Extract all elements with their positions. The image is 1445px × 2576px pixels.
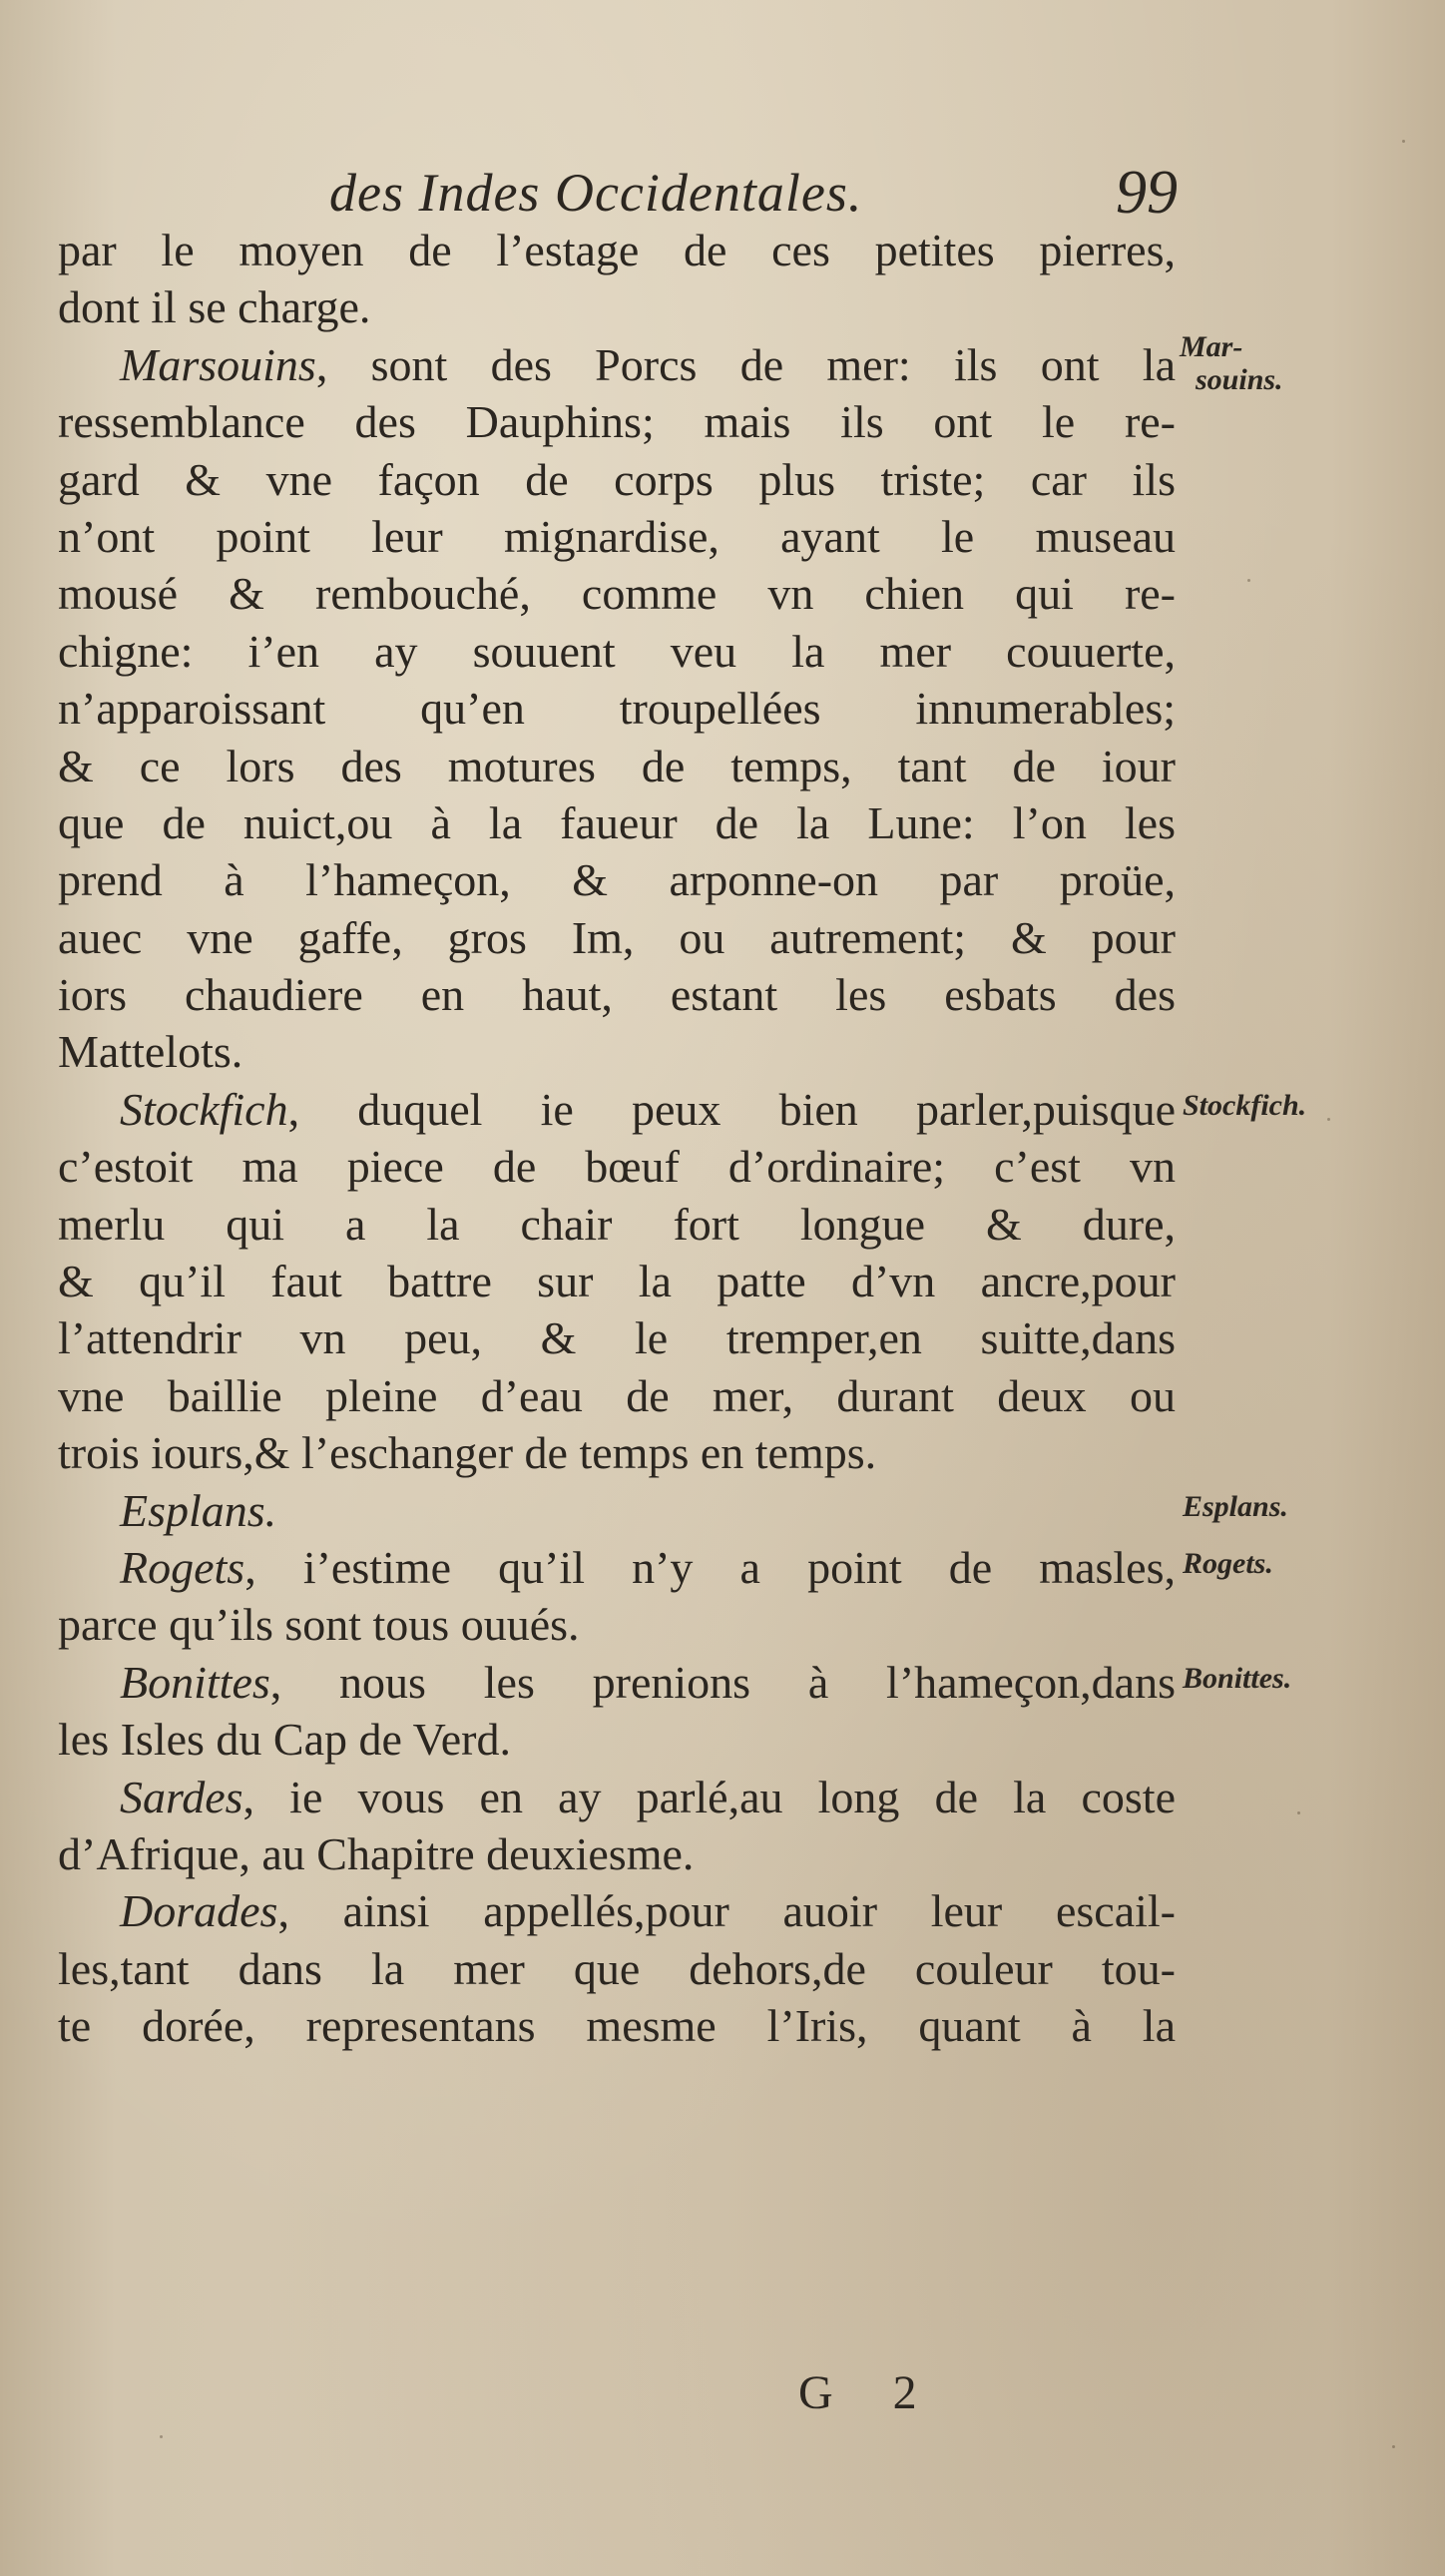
paper-speck [1402, 140, 1405, 143]
text-line: mousé & rembouché, comme vn chien qui re- [58, 568, 1176, 620]
text-line: trois iours,& l’eschanger de temps en temps. [58, 1427, 877, 1479]
italic-term: Bonittes [120, 1656, 270, 1708]
text-line: merlu qui a la chair fort longue & dure, [58, 1198, 1176, 1250]
italic-term: Stockfich [120, 1083, 288, 1135]
text-line: Dorades, ainsi appellés,pour auoir leur escail- [120, 1885, 1176, 1937]
running-title: des Indes Occidentales. [329, 163, 863, 223]
paper-speck [1247, 579, 1250, 582]
text-line: vne baillie pleine d’eau de mer, durant deux ou [58, 1369, 1176, 1421]
text-line: ressemblance des Dauphins; mais ils ont le re- [58, 396, 1176, 448]
text-line [58, 1482, 1176, 1539]
italic-term: Dorades [120, 1885, 278, 1937]
text-line: & qu’il faut battre sur la patte d’vn ancre,pour [58, 1256, 1176, 1307]
paper-speck [1327, 1118, 1330, 1121]
italic-term: Esplans. [120, 1484, 277, 1536]
text-line: auec vne gaffe, gros Im, ou autrement; & pour [58, 911, 1176, 963]
text-line: Bonittes, nous les prenions à l’hameçon,dans [120, 1656, 1176, 1708]
text-line: d’Afrique, au Chapitre deuxiesme. [58, 1827, 695, 1879]
text-line: dont il se charge. [58, 281, 371, 333]
page-number: 99 [1116, 159, 1178, 227]
italic-term: Rogets [120, 1541, 245, 1593]
text-line: par le moyen de l’estage de ces petites pierres, [58, 225, 1176, 275]
text-line: parce qu’ils sont tous ouués. [58, 1599, 580, 1651]
text-line: prend à l’hameçon, & arponne-on par proüe, [58, 854, 1176, 906]
text-line: l’attendrir vn peu, & le tremper,en suitte,dans [58, 1312, 1176, 1364]
italic-term: Sardes [120, 1771, 243, 1822]
text-line: les,tant dans la mer que dehors,de couleur tou- [58, 1942, 1176, 1994]
text-line: chigne: i’en ay souuent veu la mer couuerte, [58, 625, 1176, 677]
text-line: Mattelots. [58, 1026, 243, 1078]
margin-note: souins. [1196, 363, 1283, 397]
text-line: iors chaudiere en haut, estant les esbats des [58, 969, 1176, 1021]
signature-mark: G 2 [798, 2366, 941, 2419]
margin-note: Stockfich. [1183, 1089, 1307, 1122]
margin-note: Esplans. [1183, 1489, 1288, 1523]
text-line: Rogets, i’estime qu’il n’y a point de masles, [120, 1541, 1176, 1593]
paper-speck [1392, 2445, 1395, 2448]
margin-note: Rogets. [1183, 1547, 1273, 1581]
text-line: les Isles du Cap de Verd. [58, 1714, 511, 1766]
text-line: & ce lors des motures de temps, tant de iour [58, 740, 1176, 791]
text-line: n’ont point leur mignardise, ayant le museau [58, 510, 1176, 562]
text-line: Sardes, ie vous en ay parlé,au long de la coste [120, 1771, 1176, 1822]
text-line: que de nuict,ou à la faueur de la Lune: l’on les [58, 796, 1176, 848]
margin-note: Mar- [1180, 329, 1243, 363]
paper-speck [160, 2435, 163, 2438]
text-line: c’estoit ma piece de bœuf d’ordinaire; c’est vn [58, 1141, 1176, 1193]
text-line: Stockfich, duquel ie peux bien parler,puisque [120, 1083, 1176, 1135]
margin-note: Bonittes. [1183, 1662, 1292, 1695]
text-line: te dorée, representans mesme l’Iris, quant à la [58, 2000, 1176, 2052]
italic-term: Marsouins [120, 338, 316, 390]
body-text [58, 222, 1176, 2055]
text-line: n’apparoissant qu’en troupellées innumerables; [58, 683, 1176, 735]
paper-speck [1297, 1811, 1300, 1814]
text-line: Marsouins, sont des Porcs de mer: ils ont la [120, 338, 1176, 390]
text-line: gard & vne façon de corps plus triste; car ils [58, 453, 1176, 505]
